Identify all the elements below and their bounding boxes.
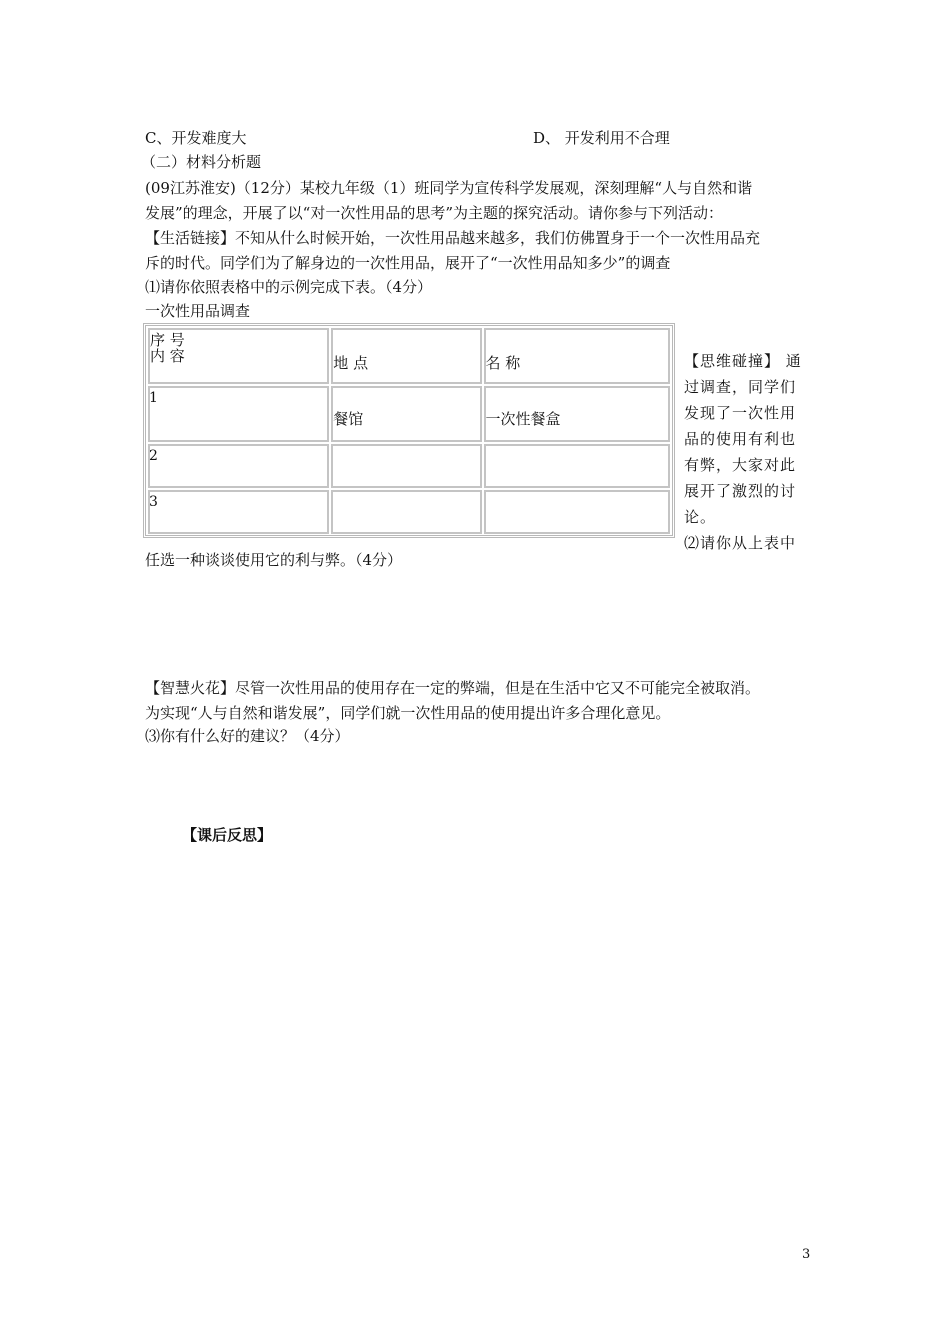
row-num-cell — [148, 386, 329, 442]
intro-line-1: (09江苏淮安)（12分）某校九年级（1）班同学为宣传科学发展观，深刻理解“人与自然和谐 — [145, 179, 753, 197]
row-place-cell — [331, 490, 481, 534]
row-num-cell — [148, 444, 329, 488]
row-name-cell — [484, 490, 670, 534]
table-row — [148, 386, 670, 442]
side-line: 品的使用有利也 — [684, 430, 797, 448]
row-place-cell — [331, 444, 481, 488]
reflection-heading: 【课后反思】 — [182, 826, 273, 844]
option-d: D、 开发利用不合理 — [533, 129, 670, 147]
header-content: 内 容 — [150, 347, 185, 365]
row-name: 一次性餐盒 — [485, 410, 561, 428]
row-name-cell — [484, 444, 670, 488]
section-title: （二）材料分析题 — [141, 153, 262, 171]
survey-table — [143, 323, 675, 538]
wisdom-line-2: 为实现“人与自然和谐发展”，同学们就一次性用品的使用提出许多合理化意见。 — [145, 704, 671, 722]
side-line: 【思维碰撞】 通 — [684, 352, 802, 370]
header-name-cell — [484, 328, 670, 384]
side-line: 论。 — [684, 508, 717, 526]
header-name: 名 称 — [485, 354, 521, 372]
question-1: ⑴请你依照表格中的示例完成下表。（4分） — [145, 278, 433, 296]
side-line: ⑵请你从上表中 — [684, 534, 797, 552]
table-row — [148, 444, 670, 488]
header-seq-content — [148, 328, 329, 384]
row-number: 2 — [149, 448, 158, 464]
table-title: 一次性用品调查 — [145, 302, 251, 320]
options-line — [145, 126, 670, 150]
row-place-cell — [331, 386, 481, 442]
header-seq: 序 号 — [150, 331, 185, 349]
table-row — [148, 490, 670, 534]
row-name-cell — [484, 386, 670, 442]
question-3: ⑶你有什么好的建议？（4分） — [145, 727, 350, 745]
option-c: C、开发难度大 — [145, 129, 247, 147]
intro-line-2: 发展”的理念，开展了以“对一次性用品的思考”为主题的探究活动。请你参与下列活动： — [145, 204, 724, 222]
wisdom-line-1: 【智慧火花】尽管一次性用品的使用存在一定的弊端，但是在生活中它又不可能完全被取消。 — [145, 679, 761, 697]
question-2-continued: 任选一种谈谈使用它的利与弊。（4分） — [145, 551, 403, 569]
side-line: 有弊，大家对此 — [684, 456, 797, 474]
row-number: 1 — [149, 390, 158, 406]
side-line: 过调查，同学们 — [684, 378, 797, 396]
header-place: 地 点 — [333, 354, 369, 372]
life-link-line-1: 【生活链接】不知从什么时候开始，一次性用品越来越多，我们仿佛置身于一个一次性用品充 — [145, 229, 761, 247]
page-number: 3 — [802, 1247, 811, 1262]
thinking-collision-text — [684, 348, 808, 556]
row-place: 餐馆 — [333, 410, 364, 428]
life-link-line-2: 斥的时代。同学们为了解身边的一次性用品，展开了“一次性用品知多少”的调查 — [145, 254, 671, 272]
side-line: 发现了一次性用 — [684, 404, 797, 422]
row-number: 3 — [149, 494, 158, 510]
row-num-cell — [148, 490, 329, 534]
side-line: 展开了激烈的讨 — [684, 482, 797, 500]
table-header-row — [148, 328, 670, 384]
header-place-cell — [331, 328, 481, 384]
